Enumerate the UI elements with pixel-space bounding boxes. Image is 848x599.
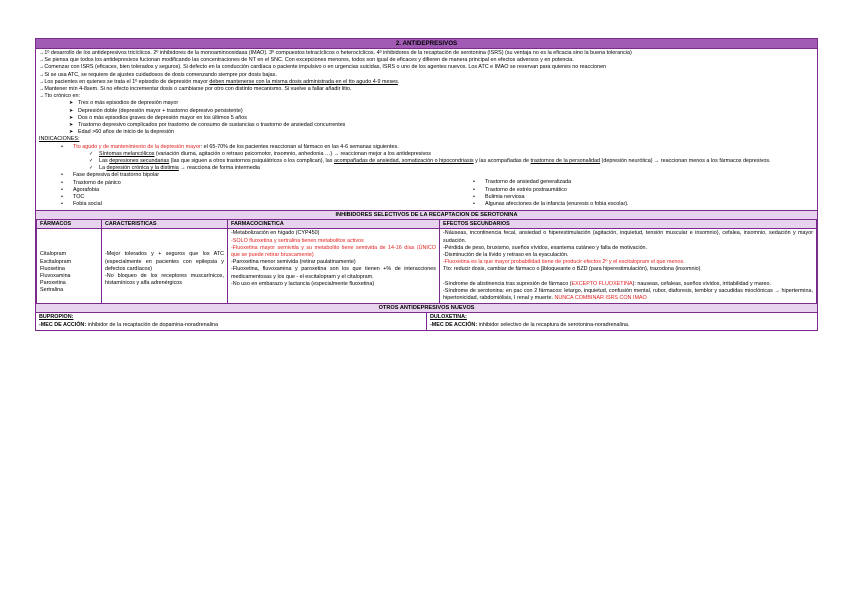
intro-block (36, 49, 817, 210)
mec-label: -MEC DE ACCIÓN: (430, 321, 478, 328)
col-header: EFECTOS SECUNDARIOS (440, 220, 817, 229)
check2-u3: trastornos de la personalidad (530, 158, 601, 165)
farmaco-text: -Fluoxetina, fluvoxamina y paroxetina son los que tienen +% de interacciones medicamentosas y los que - el escitalopram y el citalopram. (231, 266, 436, 280)
indicaciones-list (39, 144, 815, 173)
check3-pre: La (99, 165, 107, 172)
list-item: ➤ Edad >60 años de inicio de la depresión (69, 129, 815, 136)
intro-paragraph: →Si se usa ATC, se requiere de ajustes cuidadosos de dosis comenzando siempre por dosis bajas. (39, 71, 277, 78)
drug-name: Fluoxetina (40, 265, 65, 272)
indications-left (39, 172, 403, 208)
antidepresivos-sheet (35, 38, 818, 331)
list-item: ➤ Depresión doble (depresión mayor + trastorno depresivo persistente) (69, 108, 815, 115)
list-item: • Trastorno de ansiedad generalizada (473, 179, 815, 186)
col-header: CARACTERISTICAS (102, 220, 228, 229)
section-title: 2. ANTIDEPRESIVOS (36, 39, 817, 49)
caracteristicas-text: -No bloqueo de los receptores muscarínicos, histamínicos y alfa adrenérgicos (105, 273, 224, 287)
otros-row (36, 313, 817, 329)
drug-name: Escitalopram (40, 258, 72, 265)
mec-label: -MEC DE ACCIÓN: (39, 321, 87, 328)
farmaco-text: -No uso en embarazo y lactancia (especialmente fluoxetina) (231, 280, 375, 287)
drug-name: Fluvoxamina (40, 273, 71, 280)
farmaco-text-highlight: -SOLO fluoxetina y sertralina tienen metabolitos activos (231, 237, 364, 244)
list-item: • Trastorno de estrés postraumático (473, 187, 815, 194)
drug-name: Sertralina (40, 287, 64, 294)
bupropion-mec (39, 322, 423, 329)
list-item: • Fase depresiva del trastorno bipolar (61, 172, 403, 179)
check-list (73, 151, 815, 173)
check2-mid2: y las acompañadas de (473, 158, 531, 165)
check1-rest: (variación diurna, agitación o retraso psicomotor, insomnio, anhedonia …) → reaccionan mejor a los antidepresivos (154, 150, 431, 157)
serotonin-warning: NUNCA COMBINAR ISRS CON IMAO (554, 295, 647, 302)
drug-name: Paroxetina (40, 280, 66, 287)
check3-post: → reacciona de forma intermedia (178, 165, 260, 172)
efectos-text (443, 288, 813, 302)
list-item (89, 165, 815, 172)
drugs-cell (37, 229, 102, 304)
check2-u2: acompañadas de ansiedad, somatización o hipocondriasis (333, 158, 474, 165)
maintain-pre: →Los pacientes en quienes se trata el 1º episodio de depresión mayor (39, 78, 210, 85)
list-item: • Algunas afecciones de la infancia (enuresis o fobia escolar). (473, 201, 815, 208)
indicaciones-label: INDICACIONES: (39, 136, 80, 143)
abstinencia-red: EXCEPTO FLUOXETINA (571, 280, 633, 287)
list-item: • TOC (61, 194, 403, 201)
col-header: FARMACOCINETICA (228, 220, 440, 229)
caracteristicas-cell (102, 229, 228, 304)
duloxetina-mec (430, 322, 814, 329)
abstinencia-pre: -Síndrome de abstinencia tras supresión de fármaco ( (443, 280, 572, 287)
maintain-post: . (397, 78, 400, 85)
check2-pre: Las (99, 158, 110, 165)
list-item (61, 144, 815, 173)
drug-name: Citalopram (40, 251, 67, 258)
check1-underlined: Síntomas melancólicos (99, 150, 155, 157)
intro-paragraph: →Mantener mín 4-8sem. Si no efecto incrementar dosis o cambiarse por otro con distinto mecanismo. Si vuelve a fallar añadir litio. (39, 86, 352, 93)
list-item: ➤ Tres o más episodios de depresión mayor (69, 100, 815, 107)
bupropion-cell (36, 313, 427, 329)
mec-text: inhibidor de la recaptación de dopamina-noradrenalina (86, 321, 218, 328)
check2-mid1: (las que siguen a otros trastornos psiquiátricos o los complican), las (169, 158, 334, 165)
maintain-paragraph (39, 79, 815, 86)
ind-main-red: Tto agudo y de mantenimiento de la depresión mayor (73, 143, 201, 150)
efectos-text: -Disminución de la lívido y retraso en la eyaculación. (443, 252, 569, 259)
list-item: • Agorafobia (61, 187, 403, 194)
efectos-text: -Pérdida de peso, bruxismo, sueños vívidos, exantema cutáneo y falta de motivación. (443, 244, 648, 251)
farmaco-text-highlight: -Fluoxetina mayor semivida y su metabolito tiene semivida de 14-16 días (ÚNICO que se puede retirar bruscamente) (231, 244, 436, 259)
table-row (37, 229, 817, 304)
duloxetina-cell (427, 313, 817, 329)
list-item (89, 151, 815, 158)
check2-post: (depresión neurótica) → reaccionan menos a los fármacos depresivos. (600, 158, 771, 165)
intro-paragraph: →1º desarrollo de los antidepresivos tricíclicos. 2º inhibidores de la monoaminooxidasa (IMAO). 3º compuestos tetracíclicos o heterocíclicos. 4º inhibidores de la recaptación de serotonina (ISRS) (su ventaja no es la eficacia sino la buena tolerancia) (39, 50, 632, 56)
isrs-title: INHIBIDORES SELECTIVOS DE LA RECAPTACION DE SEROTONINA (36, 210, 817, 220)
mec-text: inhibidor selectivo de la recaptura de serotonina-noradrenalina. (477, 321, 630, 328)
farmaco-text: -Paroxetina menor semivida (retirar paulatinamente) (231, 259, 356, 266)
chronic-list (39, 100, 815, 136)
list-item (89, 158, 815, 165)
farmacocinetica-cell (228, 229, 440, 304)
intro-paragraph: →Se piensa que todos los antidepresivos fucionan modificando las concentraciones de NT en el SNC. Con excepciones menores, todos son igual de eficaces y difieren de manera principal en efectos adversos y en potencia. (39, 57, 574, 64)
col-header: FÁRMACOS (37, 220, 102, 229)
isrs-table (36, 220, 817, 304)
list-item: ➤ Trastorno depresivo complicados por trastorno de consumo de sustancias o trastorno de ansiedad concurrentes (69, 122, 815, 129)
bupropion-name: BUPROPION: (39, 314, 74, 321)
ind-main-rest: : el 65-70% de los pacientes reaccionan al fármaco en las 4-6 semanas siguientes. (200, 143, 399, 150)
list-item: ➤ Dos o más episodios graves de depresión mayor en los últimos 5 años (69, 115, 815, 122)
maintain-underlined: deben mantenerse con la misma dosis administrada en el tto agudo 4-9 meses (209, 78, 398, 85)
list-item: • Bulimia nerviosa (473, 194, 815, 201)
list-item: • Trastorno de pánico (61, 180, 403, 187)
indications-right (403, 172, 815, 208)
intro-paragraph: →Tto crónico en: (39, 93, 81, 100)
otros-title: OTROS ANTIDEPRESIVOS NUEVOS (36, 304, 817, 313)
serotonin-text: -Síndrome de serotonina: en pac con 2 fármacos: letargo, inquietud, confusión mental, rubor, diaforesis, temblor y sacudidas mioclónicas → hipertermina, hipertonicidad, rabdomiólisis, I renal y muerte. (443, 287, 813, 302)
indications-columns (39, 172, 815, 208)
abstinencia-post: ): nauseas, cefaleas, sueños vívidos, irritabilidad y mareo. (632, 280, 771, 287)
efectos-text-highlight: -Fluoxetina es la que mayor probabilidad tiene de producir efectos 2º y el escitalopram el que menos. (443, 259, 685, 266)
efectos-text (443, 281, 813, 288)
farmaco-text: -Metabolización en hígado (CYP450) (231, 230, 320, 237)
efectos-text: -Náuseas, incontinencia fecal, ansiedad o hiperestimulación (agitación, inquietud, tensión muscular e insomnio), cefalea, insomnio, sedación y mayor sudación. (443, 230, 813, 244)
efectos-text: Tto: reducir dosis, cambiar de fármaco o βbloqueante o BZD (para hiperestimulación), trazodona (insomnio) (443, 266, 701, 273)
duloxetina-name: DULOXETINA: (430, 314, 467, 321)
efectos-cell (440, 229, 817, 304)
intro-paragraph: →Comenzar con ISRS (eficaces, bien tolerados y seguros). Si defecto en la conducción cardíaca o paciente impulsivo o en urgencias suicidas, ISRS o uno de los agentes nuevos. Los ATC e IMAO se reservan para quienes no reaccionen (39, 64, 607, 71)
check3-underlined: depresión crónica y la distimia (106, 165, 179, 172)
list-item: • Fobia social (61, 201, 403, 208)
check2-u1: depresiones secundarias (109, 158, 170, 165)
table-header-row (37, 220, 817, 229)
caracteristicas-text: -Mejor tolerados y + seguros que los ATC (especialmente en pacientes con epilepsia y defectos cardíacos) (105, 251, 224, 272)
